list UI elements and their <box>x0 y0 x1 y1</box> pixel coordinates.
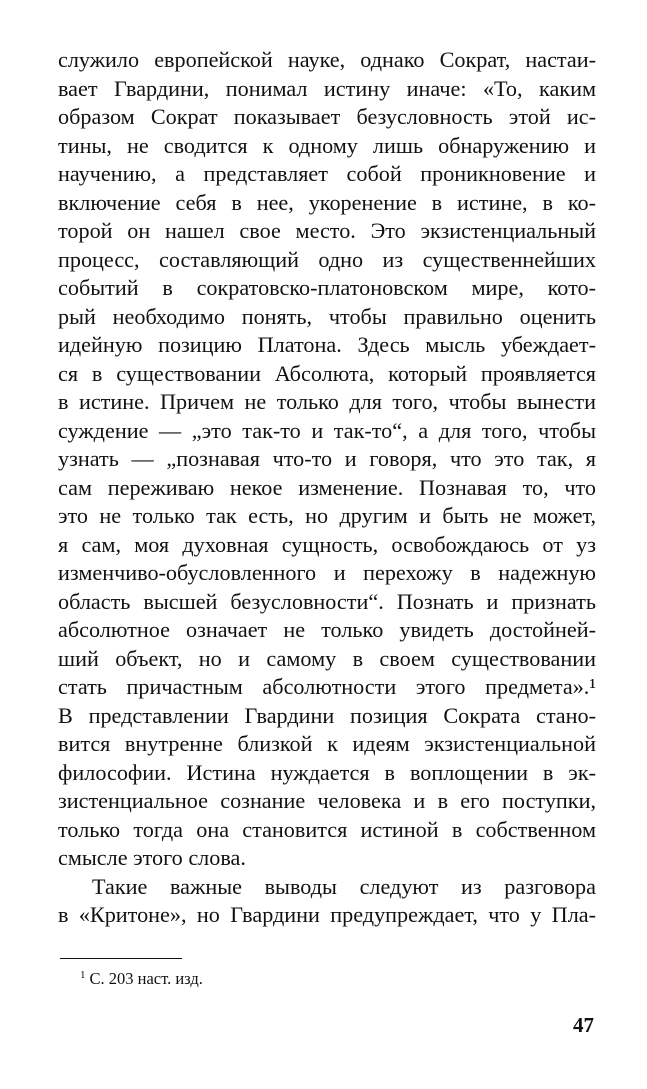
text-line: событий в сократовско-платоновском мире, кото- <box>58 275 596 300</box>
footnote-text: С. 203 наст. изд. <box>89 969 203 988</box>
text-line: торой он нашел свое место. Это экзистенциальный <box>58 218 596 243</box>
text-line: суждение — „это так-то и так-то“, а для того, чтобы <box>58 417 596 443</box>
text-line: зистенциальное сознание человека и в его поступки, <box>58 788 596 813</box>
text-line: ся в существовании Абсолюта, который проявляется <box>58 360 596 386</box>
text-line: узнать — „познавая что-то и говоря, что это так, я <box>58 446 596 471</box>
text-line: сам переживаю некое изменение. Познавая то, что <box>58 474 596 500</box>
text-line: философии. Истина нуждается в воплощении в эк- <box>58 759 596 785</box>
text-line: я сам, моя духовная сущность, освобождаюсь от уз <box>58 531 596 557</box>
text-line: тины, не сводится к одному лишь обнаружению и <box>58 132 596 158</box>
text-line: научению, а представляет собой проникновение и <box>58 161 596 186</box>
text-line: рый необходимо понять, чтобы правильно оценить <box>58 303 596 329</box>
footnote-marker: 1 <box>80 969 86 981</box>
text-line: вится внутренне близкой к идеям экзистенциальной <box>58 731 596 756</box>
body-text <box>58 46 596 930</box>
footnote-divider <box>60 958 182 959</box>
text-line: идейную позицию Платона. Здесь мысль убеждает- <box>58 332 596 357</box>
text-line: В представлении Гвардини позиция Сократа стано- <box>58 702 596 728</box>
text-line: стать причастным абсолютности этого предмета».¹ <box>58 674 596 699</box>
text-line: в истине. Причем не только для того, чтобы вынести <box>58 389 596 414</box>
text-line: процесс, составляющий одно из существеннейших <box>58 246 596 272</box>
text-line: Такие важные выводы следуют из разговора <box>92 873 596 899</box>
text-line: смысле этого слова. <box>58 845 246 870</box>
text-line: изменчиво-обусловленного и перехожу в надежную <box>58 560 596 585</box>
text-line: вает Гвардини, понимал истину иначе: «То, каким <box>58 75 596 101</box>
text-line: только тогда она становится истиной в собственном <box>58 816 596 842</box>
text-line: образом Сократ показывает безусловность этой ис- <box>58 104 596 129</box>
text-line: абсолютное означает не только увидеть достойней- <box>58 617 596 642</box>
text-line: ший объект, но и самому в своем существовании <box>58 645 596 671</box>
text-line: включение себя в нее, укоренение в истине, в ко- <box>58 189 596 215</box>
text-line: служило европейской науке, однако Сократ, настаи- <box>58 47 596 72</box>
text-line: в «Критоне», но Гвардини предупреждает, что у Пла- <box>58 902 596 927</box>
text-line: область высшей безусловности“. Познать и признать <box>58 588 596 614</box>
page-number: 47 <box>573 1013 594 1037</box>
text-line: это не только так есть, но другим и быть не может, <box>58 503 596 528</box>
footnote <box>80 964 203 990</box>
